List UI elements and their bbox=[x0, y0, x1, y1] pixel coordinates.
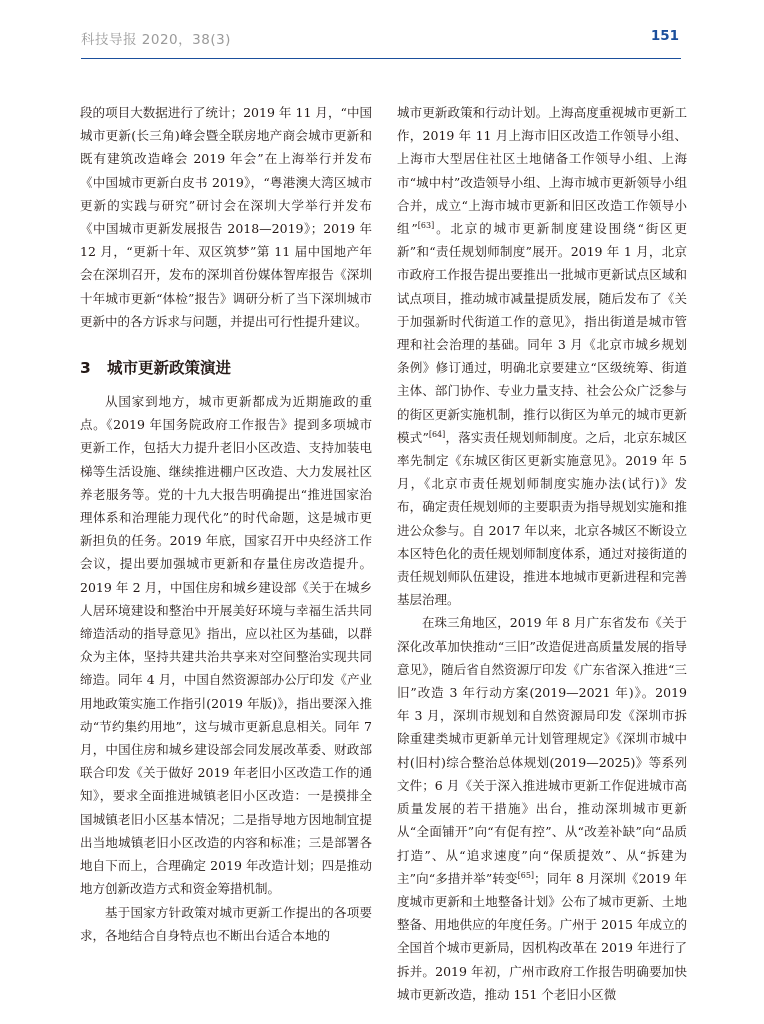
citation-ref: [64] bbox=[428, 429, 446, 439]
citation-ref: [65] bbox=[517, 870, 535, 880]
paragraph: 段的项目大数据进行了统计；2019 年 11 月，“中国城市更新(长三角)峰会暨全联房地产商会城市更新和既有建筑改造峰会 2019 年会”在上海举行并发布《中国城市更新白皮书 2019》，“粤港澳大湾区城市更新的实践与研究”研讨会在深圳大学举行并发布《中国城市更新发展报告 2018—2019》；2019 年 12 月，“更新十年、双区筑梦”第 11 届中国地产年会在深圳召开，发布的深圳首份媒体智库报告《深圳十年城市更新“体检”报告》调研分析了当下深圳城市更新中的各方诉求与问题，并提出可行性提升建议。 bbox=[80, 105, 372, 329]
paragraph: 基于国家方针政策对城市更新工作提出的各项要求，各地结合自身特点也不断出台适合本地的 bbox=[80, 904, 372, 943]
left-column bbox=[80, 101, 372, 947]
right-column bbox=[397, 101, 687, 1006]
paragraph bbox=[397, 101, 687, 611]
paragraph-text: ，落实责任规划师制度。之后，北京东城区率先制定《东城区街区更新实施意见》。2019 年 5 月，《北京市责任规划师制度实施办法(试行)》发布，确定责任规划师的主要职责为指导规划实施和推进公众参与。自 2017 年以来，北京各城区不断设立本区特色化的责任规划师制度体系，通过对接街道的责任规划师队伍建设，推进本地城市更新进程和完善基层治理。 bbox=[397, 429, 687, 608]
paragraph-text: 在珠三角地区，2019 年 8 月广东省发布《关于深化改革加快推动“三旧”改造促进高质量发展的指导意见》，随后省自然资源厅印发《广东省深入推进“三旧”改造 3 年行动方案(2019—2021 年)》。2019 年 3 月，深圳市规划和自然资源局印发《深圳市拆除重建类城市更新单元计划管理规定》《深圳市城中村(旧村)综合整治总体规划(2019—2025)》等系列文件；6 月《关于深入推进城市更新工作促进城市高质量发展的若干措施》出台，推动深圳城市更新从“全面铺开”向“有促有控”、从“改差补缺”向“品质打造”、从“追求速度”向“保质提效”、从“拆建为主”向“多措并举”转变 bbox=[397, 615, 687, 886]
paragraph: 从国家到地方，城市更新都成为近期施政的重点。《2019 年国务院政府工作报告》提到多项城市更新工作，包括大力提升老旧小区改造、支持加装电梯等生活设施、继续推进棚户区改造、大力发展社区养老服务等。党的十九大报告明确提出“推进国家治理体系和治理能力现代化”的时代命题，这是城市更新担负的任务。2019 年底，国家召开中央经济工作会议，提出要加强城市更新和存量住房改造提升。2019 年 2 月，中国住房和城乡建设部《关于在城乡人居环境建设和整治中开展美好环境与幸福生活共同缔造活动的指导意见》指出，应以社区为基础，以群众为主体，坚持共建共治共享来对空间整治实现共同缔造。同年 4 月，中国自然资源部办公厅印发《产业用地政策实施工作指引(2019 年版)》，指出要深入推动“节约集约用地”，这与城市更新息息相关。同年 7 月，中国住房和城乡建设部会同发展改革委、财政部联合印发《关于做好 2019 年老旧小区改造工作的通知》，要求全面推进城镇老旧小区改造：一是摸排全国城镇老旧小区基本情况；二是指导地方因地制宜提出当地城镇老旧小区改造的内容和标准；三是部署各地自下而上，合理确定 2019 年改造计划；四是推动地方创新改造方式和资金筹措机制。 bbox=[80, 394, 372, 897]
page-number: 151 bbox=[650, 28, 679, 44]
paragraph bbox=[397, 611, 687, 1005]
paragraph-text: ；同年 8 月深圳《2019 年度城市更新和土地整备计划》公布了城市更新、土地整备、用地供应的年度任务。广州于 2015 年成立的全国首个城市更新局，因机构改革在 2019 年进行了拆并。2019 年初，广州市政府工作报告明确要加快城市更新改造，推动 151 个老旧小区微 bbox=[397, 870, 688, 1002]
section-number: 3 bbox=[80, 359, 91, 378]
paragraph-text: 。北京的城市更新制度建设围绕“街区更新”和“责任规划师制度”展开。2019 年 1 月，北京市政府工作报告提出要推出一批城市更新试点区域和试点项目，推动城市减量提质发展，随后发布了《关于加强新时代街道工作的意见》，指出街道是城市管理和社会治理的基础。同年 3 月《北京市城乡规划条例》修订通过，明确北京要建立“区级统筹、街道主体、部门协作、专业力量支持、社会公众广泛参与的街区更新实施机制，推行以街区为单元的城市更新模式” bbox=[397, 221, 687, 445]
section-heading bbox=[80, 357, 372, 379]
citation-ref: [63] bbox=[417, 221, 435, 231]
running-header bbox=[81, 22, 681, 59]
paragraph-text: 城市更新政策和行动计划。上海高度重视城市更新工作，2019 年 11 月上海市旧区改造工作领导小组、上海市大型居住社区土地储备工作领导小组、上海市“城中村”改造领导小组、上海市城市更新领导小组合并，成立“上海市城市更新和旧区改造工作领导小组” bbox=[397, 105, 687, 237]
journal-citation: 科技导报 2020，38(3) bbox=[81, 32, 231, 48]
section-title: 城市更新政策演进 bbox=[107, 359, 232, 378]
